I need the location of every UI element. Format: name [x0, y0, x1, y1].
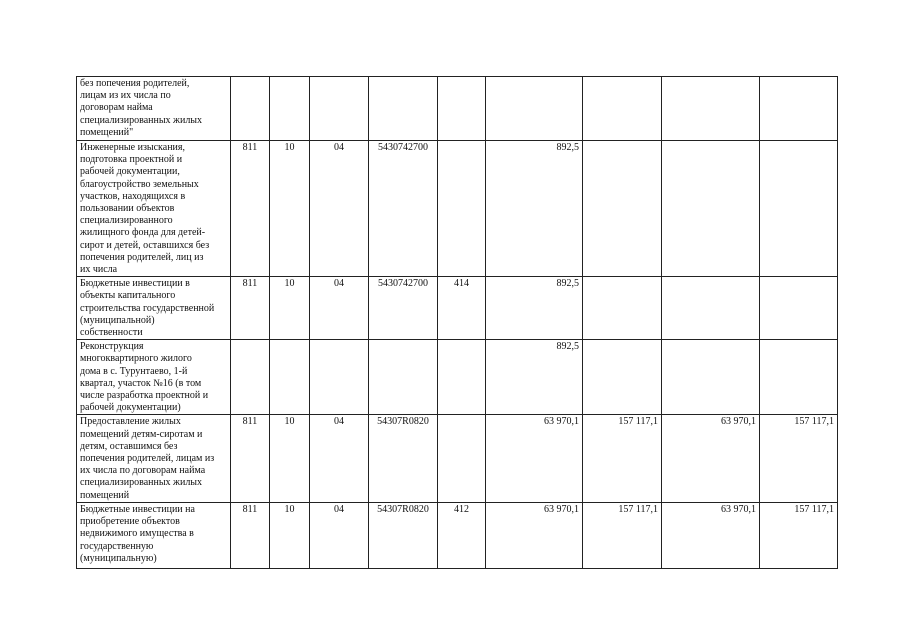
expense-type-cell	[438, 415, 486, 502]
amount-cell-2	[583, 141, 662, 277]
section-cell: 10	[270, 141, 310, 277]
amount-cell-2: 157 117,1	[583, 502, 662, 568]
expense-type-cell	[438, 141, 486, 277]
amount-cell-1: 892,5	[486, 141, 583, 277]
amount-cell-3: 63 970,1	[662, 415, 760, 502]
ved-cell: 811	[231, 415, 270, 502]
amount-cell-4	[760, 277, 838, 340]
amount-cell-4: 157 117,1	[760, 502, 838, 568]
row-name-cell: без попечения родителей, лицам из их числа по договорам найма специализированных жилых помещений"	[77, 77, 231, 141]
target-article-cell: 54307R0820	[369, 415, 438, 502]
target-article-cell	[369, 340, 438, 415]
expense-type-cell	[438, 340, 486, 415]
row-name-cell: Инженерные изыскания, подготовка проектной и рабочей документации, благоустройство земельных участков, находящихся в пользовании объектов специализированного жилищного фонда для детей- сирот и детей, оставшихся без попечения родителей, лиц из их числа	[77, 141, 231, 277]
amount-cell-4	[760, 141, 838, 277]
amount-cell-4	[760, 340, 838, 415]
section-cell: 10	[270, 502, 310, 568]
ved-cell	[231, 340, 270, 415]
amount-cell-2: 157 117,1	[583, 415, 662, 502]
subsection-cell	[310, 77, 369, 141]
section-cell: 10	[270, 415, 310, 502]
table-row	[77, 340, 838, 415]
table-row	[77, 502, 838, 568]
ved-cell: 811	[231, 277, 270, 340]
amount-cell-1: 63 970,1	[486, 502, 583, 568]
ved-cell	[231, 77, 270, 141]
subsection-cell: 04	[310, 502, 369, 568]
section-cell: 10	[270, 277, 310, 340]
subsection-cell: 04	[310, 277, 369, 340]
expense-type-cell: 414	[438, 277, 486, 340]
row-name-cell: Бюджетные инвестиции в объекты капитального строительства государственной (муниципальной) собственности	[77, 277, 231, 340]
target-article-cell: 5430742700	[369, 141, 438, 277]
row-name-cell: Реконструкция многоквартирного жилого дома в с. Турунтаево, 1-й квартал, участок №16 (в том числе разработка проектной и рабочей документации)	[77, 340, 231, 415]
amount-cell-1	[486, 77, 583, 141]
target-article-cell: 54307R0820	[369, 502, 438, 568]
section-cell	[270, 340, 310, 415]
amount-cell-3	[662, 277, 760, 340]
expense-type-cell	[438, 77, 486, 141]
subsection-cell: 04	[310, 141, 369, 277]
subsection-cell	[310, 340, 369, 415]
amount-cell-1: 892,5	[486, 340, 583, 415]
subsection-cell: 04	[310, 415, 369, 502]
ved-cell: 811	[231, 502, 270, 568]
table-row	[77, 277, 838, 340]
amount-cell-1: 892,5	[486, 277, 583, 340]
ved-cell: 811	[231, 141, 270, 277]
amount-cell-2	[583, 277, 662, 340]
row-name-cell: Предоставление жилых помещений детям-сиротам и детям, оставшимся без попечения родителей, лицам из их числа по договорам найма специализированных жилых помещений	[77, 415, 231, 502]
expense-type-cell: 412	[438, 502, 486, 568]
target-article-cell: 5430742700	[369, 277, 438, 340]
table-row	[77, 77, 838, 141]
budget-table	[76, 76, 838, 569]
table-row	[77, 415, 838, 502]
target-article-cell	[369, 77, 438, 141]
amount-cell-3	[662, 77, 760, 141]
table-row	[77, 141, 838, 277]
amount-cell-3	[662, 141, 760, 277]
section-cell	[270, 77, 310, 141]
amount-cell-4	[760, 77, 838, 141]
amount-cell-1: 63 970,1	[486, 415, 583, 502]
amount-cell-2	[583, 340, 662, 415]
amount-cell-2	[583, 77, 662, 141]
amount-cell-3	[662, 340, 760, 415]
row-name-cell: Бюджетные инвестиции на приобретение объектов недвижимого имущества в государственную (муниципальную)	[77, 502, 231, 568]
amount-cell-4: 157 117,1	[760, 415, 838, 502]
amount-cell-3: 63 970,1	[662, 502, 760, 568]
